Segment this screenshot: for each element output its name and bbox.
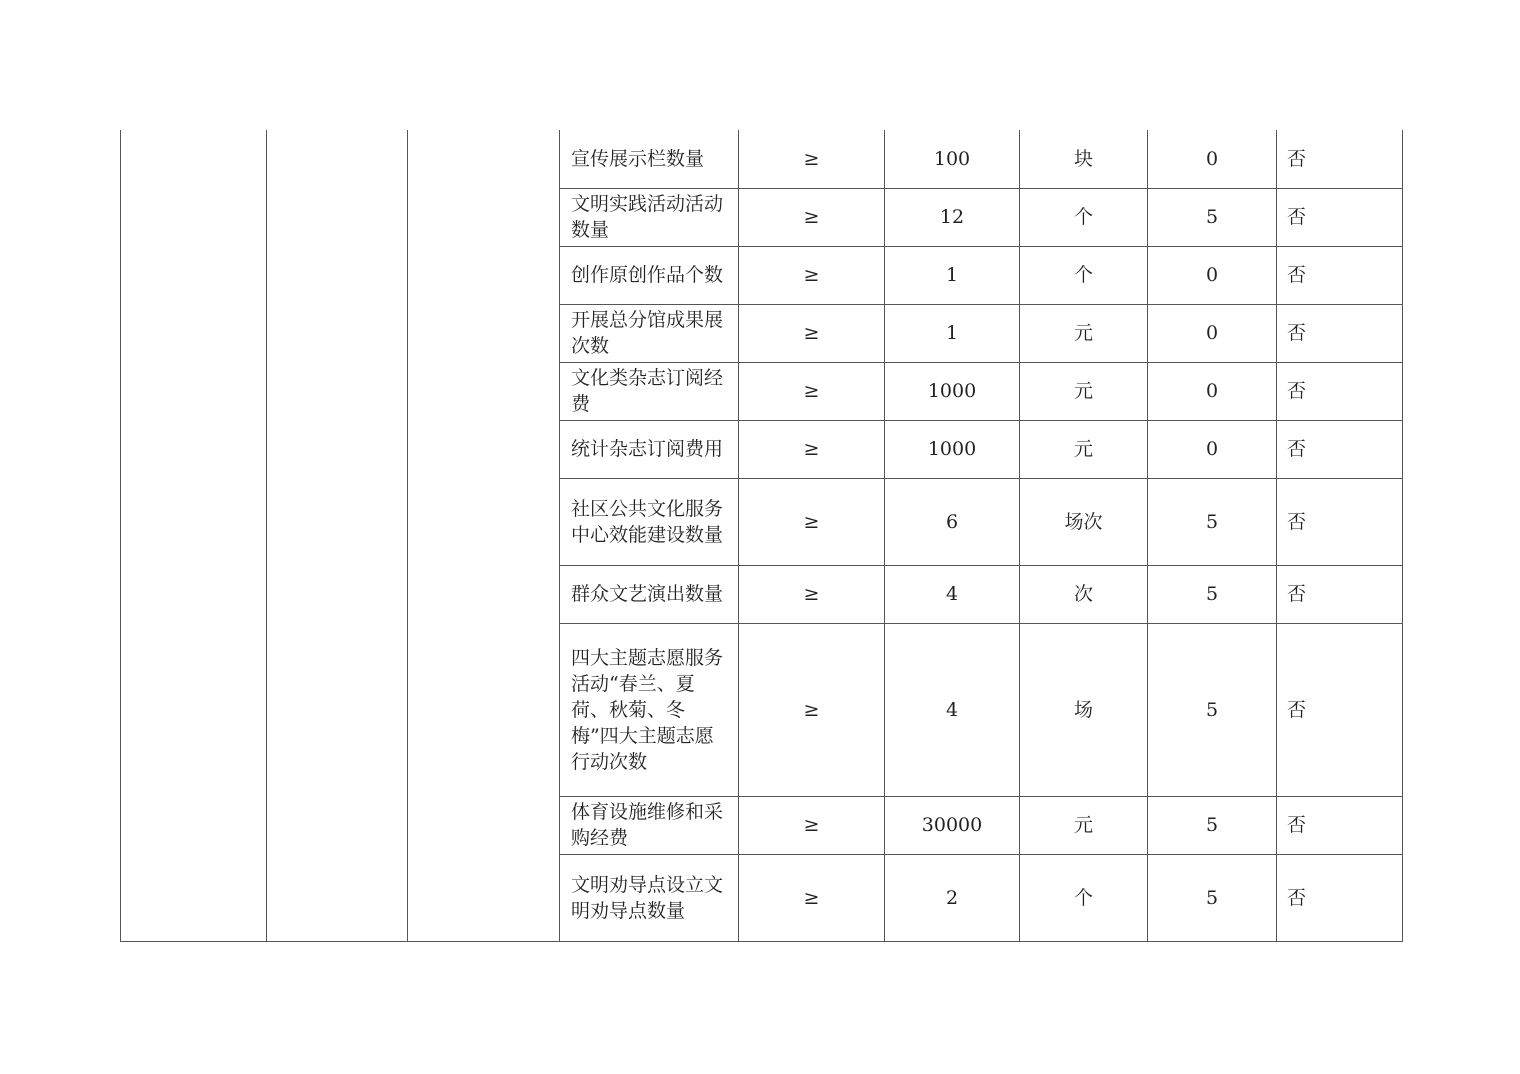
comparison-operator: ≥ bbox=[739, 478, 885, 565]
unit: 个 bbox=[1020, 188, 1148, 246]
unit: 个 bbox=[1020, 246, 1148, 304]
comparison-operator: ≥ bbox=[739, 188, 885, 246]
indicator-name: 统计杂志订阅费用 bbox=[560, 420, 739, 478]
weight-score: 0 bbox=[1148, 420, 1277, 478]
weight-score: 5 bbox=[1148, 854, 1277, 941]
indicator-name: 文明劝导点设立文明劝导点数量 bbox=[560, 854, 739, 941]
comparison-operator: ≥ bbox=[739, 246, 885, 304]
unit: 场 bbox=[1020, 623, 1148, 796]
indicator-name: 文化类杂志订阅经费 bbox=[560, 362, 739, 420]
indicator-name: 开展总分馆成果展次数 bbox=[560, 304, 739, 362]
unit: 个 bbox=[1020, 854, 1148, 941]
weight-score: 0 bbox=[1148, 130, 1277, 188]
indicator-name: 四大主题志愿服务活动“春兰、夏荷、秋菊、冬梅”四大主题志愿行动次数 bbox=[560, 623, 739, 796]
core-indicator-flag: 否 bbox=[1277, 188, 1403, 246]
indicator-name: 群众文艺演出数量 bbox=[560, 565, 739, 623]
target-value: 1000 bbox=[885, 420, 1020, 478]
comparison-operator: ≥ bbox=[739, 565, 885, 623]
core-indicator-flag: 否 bbox=[1277, 246, 1403, 304]
merged-level1-cell bbox=[121, 130, 267, 941]
comparison-operator: ≥ bbox=[739, 304, 885, 362]
target-value: 100 bbox=[885, 130, 1020, 188]
target-value: 4 bbox=[885, 565, 1020, 623]
weight-score: 5 bbox=[1148, 623, 1277, 796]
indicator-name: 文明实践活动活动数量 bbox=[560, 188, 739, 246]
performance-indicator-table-page bbox=[120, 130, 1402, 942]
target-value: 2 bbox=[885, 854, 1020, 941]
target-value: 6 bbox=[885, 478, 1020, 565]
core-indicator-flag: 否 bbox=[1277, 623, 1403, 796]
target-value: 1 bbox=[885, 246, 1020, 304]
weight-score: 5 bbox=[1148, 796, 1277, 854]
unit: 块 bbox=[1020, 130, 1148, 188]
core-indicator-flag: 否 bbox=[1277, 304, 1403, 362]
target-value: 30000 bbox=[885, 796, 1020, 854]
comparison-operator: ≥ bbox=[739, 130, 885, 188]
core-indicator-flag: 否 bbox=[1277, 854, 1403, 941]
indicator-name: 创作原创作品个数 bbox=[560, 246, 739, 304]
unit: 元 bbox=[1020, 304, 1148, 362]
target-value: 1000 bbox=[885, 362, 1020, 420]
weight-score: 5 bbox=[1148, 478, 1277, 565]
core-indicator-flag: 否 bbox=[1277, 420, 1403, 478]
indicator-name: 体育设施维修和采购经费 bbox=[560, 796, 739, 854]
merged-level3-cell bbox=[408, 130, 560, 941]
unit: 场次 bbox=[1020, 478, 1148, 565]
unit: 次 bbox=[1020, 565, 1148, 623]
target-value: 4 bbox=[885, 623, 1020, 796]
core-indicator-flag: 否 bbox=[1277, 130, 1403, 188]
target-value: 12 bbox=[885, 188, 1020, 246]
unit: 元 bbox=[1020, 362, 1148, 420]
weight-score: 0 bbox=[1148, 304, 1277, 362]
weight-score: 5 bbox=[1148, 188, 1277, 246]
core-indicator-flag: 否 bbox=[1277, 565, 1403, 623]
comparison-operator: ≥ bbox=[739, 362, 885, 420]
table-row bbox=[121, 130, 1403, 188]
performance-indicator-table bbox=[120, 130, 1403, 942]
indicator-name: 社区公共文化服务中心效能建设数量 bbox=[560, 478, 739, 565]
merged-level2-cell bbox=[267, 130, 408, 941]
comparison-operator: ≥ bbox=[739, 796, 885, 854]
core-indicator-flag: 否 bbox=[1277, 796, 1403, 854]
core-indicator-flag: 否 bbox=[1277, 478, 1403, 565]
weight-score: 0 bbox=[1148, 362, 1277, 420]
comparison-operator: ≥ bbox=[739, 854, 885, 941]
unit: 元 bbox=[1020, 420, 1148, 478]
target-value: 1 bbox=[885, 304, 1020, 362]
weight-score: 0 bbox=[1148, 246, 1277, 304]
comparison-operator: ≥ bbox=[739, 623, 885, 796]
indicator-name: 宣传展示栏数量 bbox=[560, 130, 739, 188]
comparison-operator: ≥ bbox=[739, 420, 885, 478]
weight-score: 5 bbox=[1148, 565, 1277, 623]
unit: 元 bbox=[1020, 796, 1148, 854]
core-indicator-flag: 否 bbox=[1277, 362, 1403, 420]
